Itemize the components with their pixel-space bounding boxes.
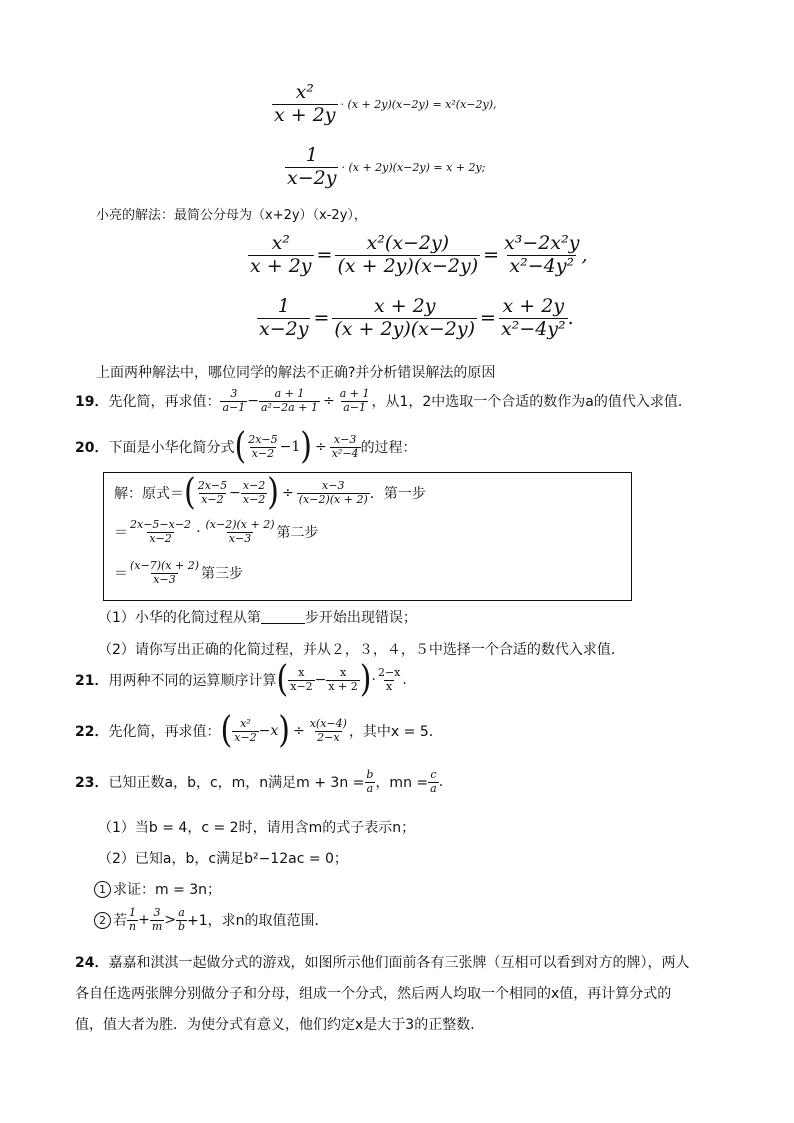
numerator: 1 bbox=[305, 144, 318, 166]
solution-prefix: ＝ bbox=[114, 525, 128, 542]
question-23-item-1 bbox=[94, 879, 221, 899]
denominator: x bbox=[386, 679, 393, 693]
fraction bbox=[220, 388, 247, 414]
operator: · bbox=[196, 524, 201, 541]
right-paren: ) bbox=[278, 709, 290, 752]
numerator: x² bbox=[271, 232, 290, 254]
denominator: x−2 bbox=[201, 492, 224, 506]
equals-sign: = bbox=[483, 244, 500, 267]
numerator: 2x−5−x−2 bbox=[130, 518, 192, 531]
question-number: 21． bbox=[75, 673, 109, 689]
numerator: x bbox=[339, 665, 347, 679]
question-24-line-2: 各自任选两张牌分别做分子和分母，组成一个分式，然后两人均取一个相同的x值，再计算分式的 bbox=[75, 986, 672, 1002]
denominator: m bbox=[151, 919, 163, 933]
numerator: x(x−4) bbox=[309, 716, 347, 730]
denominator: x−2y bbox=[287, 166, 337, 189]
denominator: a bbox=[366, 781, 374, 795]
equation-xiaoliang-2 bbox=[257, 296, 574, 341]
right-paren: ) bbox=[359, 658, 372, 701]
fraction bbox=[499, 296, 568, 341]
question-23-part-2: （2）已知a，b，c满足b²−12ac = 0； bbox=[98, 851, 348, 867]
left-paren: ( bbox=[220, 709, 233, 752]
denominator: a²−2a + 1 bbox=[261, 400, 318, 414]
numerator: a bbox=[178, 906, 185, 919]
question-text: 上面两种解法中，哪位同学的解法不正确?并分析错误解法的原因 bbox=[96, 365, 496, 381]
fraction bbox=[128, 519, 193, 545]
numerator: 2x−5 bbox=[197, 478, 228, 492]
numerator: (x−2)(x + 2) bbox=[205, 518, 275, 531]
question-24-line-3: 值，值大者为胜．为使分式有意义，他们约定x是大于3的正整数． bbox=[75, 1017, 485, 1033]
fraction bbox=[257, 296, 310, 341]
part-suffix: 步开始出现错误； bbox=[304, 610, 417, 626]
equals-sign: = bbox=[316, 244, 333, 267]
question-suffix: ，其中x = 5． bbox=[348, 724, 443, 740]
item-prefix: 若 bbox=[113, 913, 127, 930]
fraction bbox=[128, 560, 201, 586]
question-24-line-1 bbox=[75, 952, 689, 972]
operator: ÷ bbox=[314, 439, 327, 455]
numerator: 3 bbox=[230, 387, 238, 400]
denominator: a−1 bbox=[222, 400, 246, 414]
solution-line-3 bbox=[114, 560, 243, 586]
fraction bbox=[246, 434, 279, 460]
step-label: ．第一步 bbox=[369, 486, 426, 502]
question-middle: ，mn = bbox=[375, 775, 429, 792]
left-paren: ( bbox=[276, 658, 289, 701]
numerator: x + 2y bbox=[373, 295, 436, 317]
equals-sign: = bbox=[480, 307, 496, 330]
denominator: x−3 bbox=[153, 572, 176, 586]
fraction bbox=[127, 907, 138, 933]
fraction bbox=[364, 769, 375, 795]
fraction bbox=[196, 480, 229, 506]
numerator: b bbox=[366, 768, 374, 781]
punctuation: . bbox=[438, 774, 444, 791]
operator: ÷ bbox=[322, 393, 335, 410]
denominator: x + 2y bbox=[250, 254, 312, 277]
numerator: x³−2x²y bbox=[504, 232, 580, 254]
question-number: 23． bbox=[75, 775, 109, 792]
numerator: x² bbox=[295, 81, 314, 103]
numerator: 1 bbox=[277, 295, 290, 317]
fraction bbox=[376, 667, 402, 693]
fraction bbox=[288, 667, 314, 693]
question-number: 24． bbox=[75, 955, 109, 971]
fraction bbox=[272, 82, 338, 127]
term: −x bbox=[258, 723, 279, 739]
denominator: x−2 bbox=[242, 492, 266, 506]
step-label: 第二步 bbox=[276, 525, 319, 542]
denominator: x−2 bbox=[234, 730, 257, 744]
circled-number: 1 bbox=[94, 881, 111, 898]
question-prefix: 用两种不同的运算顺序计算 bbox=[108, 673, 277, 689]
numerator: 1 bbox=[129, 906, 137, 919]
fraction bbox=[285, 145, 338, 190]
question-23-item-2 bbox=[94, 907, 329, 933]
question-19 bbox=[75, 388, 692, 414]
denominator: x−2 bbox=[149, 531, 172, 545]
numerator: a + 1 bbox=[274, 387, 305, 400]
item-text: 求证：m = 3n； bbox=[113, 882, 222, 898]
term: −1 bbox=[279, 439, 301, 455]
equation-rest: · (x + 2y)(x−2y) = x²(x−2y), bbox=[340, 97, 497, 111]
numerator: x² bbox=[240, 716, 251, 730]
fraction bbox=[332, 296, 477, 341]
right-paren: ) bbox=[300, 425, 312, 468]
fraction bbox=[150, 907, 164, 933]
operator: − bbox=[247, 393, 259, 410]
denominator: x + 2y bbox=[274, 103, 336, 126]
equals-sign: = bbox=[313, 307, 330, 330]
numerator: c bbox=[430, 768, 437, 781]
denominator: x + 2 bbox=[328, 679, 358, 693]
circled-number: 2 bbox=[94, 912, 111, 929]
denominator: x²−4y² bbox=[509, 254, 575, 277]
left-paren: ( bbox=[184, 471, 196, 514]
denominator: x²−4y² bbox=[500, 317, 566, 340]
fraction bbox=[335, 233, 480, 278]
question-suffix: 的过程： bbox=[360, 440, 417, 456]
question-suffix: ，从1，2中选取一个合适的数作为a的值代入求值． bbox=[371, 394, 692, 411]
answer-blank[interactable] bbox=[261, 611, 305, 624]
denominator: (x + 2y)(x−2y) bbox=[334, 317, 476, 340]
solution-prefix: ＝ bbox=[114, 566, 128, 583]
fraction bbox=[241, 480, 267, 506]
solution-prefix: 解：原式＝ bbox=[114, 486, 184, 502]
denominator: x−3 bbox=[228, 531, 252, 545]
right-paren: ) bbox=[267, 471, 280, 514]
numerator: 2−x bbox=[377, 665, 401, 679]
item-suffix: +1，求n的取值范围． bbox=[187, 913, 329, 930]
solution-line-1: 解：原式＝ ( $\frac{2x-5}{x-2}$ − $\frac{x-2}{x-2}$ ) ÷ $\frac{x-3}{(x-2)(x + 2)}$ ．第一步 bbox=[114, 471, 426, 514]
numerator: 2x−5 bbox=[248, 432, 278, 446]
fraction bbox=[176, 907, 187, 933]
numerator: x bbox=[298, 665, 305, 679]
numerator: (x−7)(x + 2) bbox=[130, 559, 199, 572]
denominator: x−2 bbox=[290, 679, 313, 693]
question-prefix: 先化简，再求值： bbox=[108, 394, 221, 411]
question-number: 19． bbox=[75, 394, 109, 411]
denominator: x−2y bbox=[259, 317, 309, 340]
operator: ÷ bbox=[282, 485, 294, 501]
operator: + bbox=[138, 912, 150, 929]
question-20 bbox=[75, 425, 417, 468]
fraction bbox=[204, 519, 277, 545]
left-paren: ( bbox=[234, 425, 247, 468]
question-20-part-2: （2）请你写出正确的化简过程，并从２，３，４，５中选择一个合适的数代入求值． bbox=[98, 642, 625, 658]
numerator: 3 bbox=[153, 906, 161, 919]
fraction bbox=[338, 388, 372, 414]
denominator: 2−x bbox=[317, 730, 340, 744]
question-number: 22． bbox=[75, 724, 109, 740]
operator: > bbox=[164, 912, 176, 929]
fraction bbox=[330, 434, 361, 460]
punctuation: . bbox=[567, 307, 574, 330]
numerator: x²(x−2y) bbox=[366, 232, 450, 254]
denominator: a−1 bbox=[343, 400, 366, 414]
equation-rest: · (x + 2y)(x−2y) = x + 2y; bbox=[341, 160, 486, 174]
fraction bbox=[248, 233, 314, 278]
denominator: n bbox=[129, 919, 137, 933]
operator: ÷ bbox=[292, 723, 305, 739]
denominator: x²−4 bbox=[331, 446, 359, 460]
punctuation: . bbox=[402, 672, 407, 688]
question-23-part-1: （1）当b = 4，c = 2时，请用含m的式子表示n； bbox=[98, 820, 416, 836]
xiaoliang-intro: 小亮的解法：最简公分母为（x+2y）（x-2y）， bbox=[96, 208, 367, 223]
fraction bbox=[502, 233, 581, 278]
question-prefix: 下面是小华化简分式 bbox=[108, 440, 235, 456]
question-prefix: 已知正数a，b，c，m，n满足m + 3n = bbox=[108, 775, 365, 792]
equation-xiaoming-2 bbox=[285, 145, 485, 190]
denominator: (x + 2y)(x−2y) bbox=[337, 254, 479, 277]
numerator: x + 2y bbox=[502, 295, 565, 317]
numerator: a + 1 bbox=[339, 387, 370, 400]
numerator: x−3 bbox=[322, 478, 345, 492]
fraction bbox=[259, 388, 320, 414]
fraction bbox=[326, 667, 359, 693]
fraction bbox=[308, 718, 349, 744]
punctuation: , bbox=[581, 244, 588, 267]
question-22 bbox=[75, 709, 443, 752]
question-23 bbox=[75, 769, 443, 795]
fraction bbox=[428, 769, 439, 795]
numerator: x−2 bbox=[242, 478, 266, 492]
denominator: x−2 bbox=[251, 446, 275, 460]
part-prefix: （1）小华的化简过程从第 bbox=[98, 610, 261, 626]
solution-line-2 bbox=[114, 519, 319, 545]
question-text: 嘉嘉和淇淇一起做分式的游戏，如图所示他们面前各有三张牌（互相可以看到对方的牌），两人 bbox=[108, 955, 690, 971]
question-20-part-1 bbox=[98, 607, 417, 627]
question-21: 21． 用两种不同的运算顺序计算 ( $\frac{x}{x-2}$ − $\frac{x}{x + 2}$ ) · $\frac{2-x}{x}$ . bbox=[75, 658, 407, 701]
question-prefix: 先化简，再求值： bbox=[108, 724, 221, 740]
denominator: a bbox=[430, 781, 437, 795]
denominator: b bbox=[178, 919, 186, 933]
question-number: 20． bbox=[75, 440, 109, 456]
equation-xiaoliang-1 bbox=[248, 233, 588, 278]
fraction bbox=[297, 480, 370, 506]
step-label: 第三步 bbox=[201, 566, 243, 583]
numerator: x−3 bbox=[333, 432, 357, 446]
denominator: (x−2)(x + 2) bbox=[298, 492, 368, 506]
fraction bbox=[232, 718, 258, 744]
equation-xiaoming-1 bbox=[272, 82, 497, 127]
